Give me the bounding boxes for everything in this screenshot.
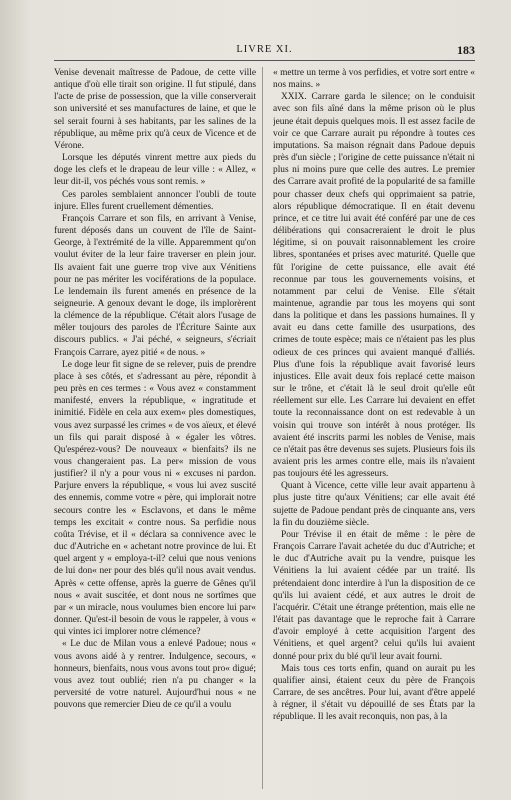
paragraph: XXIX. Carrare garda le silence; on le conduisit avec son fils aîné dans la même prison où le plus jeune était depuis quelques mois. Il est assez facile de voir ce que Carrare aurait pu répondre à toutes ces imputations. Sa maison régnait dans Padoue depuis près d'un siècle ; l'origine de cette puissance n'était ni plus ni moins pure que celle des autres. Le premier des Carrare avait profité de la popularité de sa famille pour chasser deux chefs qui opprimaient sa patrie, alors république démocratique. Il en était devenu prince, et ce titre lui avait été conféré par une de ces délibérations qui consacreraient le droit le plus légitime, si on pouvait raisonnablement les croire libres, spontanées et prises avec maturité. Quelle que fût l'origine de cette puissance, elle avait été reconnue par tous les gouvernements voisins, et notamment par celui de Venise. Elle s'était maintenue, agrandie par tous les moyens qui sont dans la politique et dans les passions humaines. Il y avait eu dans cette famille des usurpations, des crimes de toute espèce; mais ce n'étaient pas les plus odieux de ces princes qui avaient manqué d'alliés. Plus d'une fois la république avait favorisé leurs injustices. Elle avait deux fois replacé cette maison sur le trône, et c'était là le seul droit qu'elle eût réellement sur elle. Les Carrare lui devaient en effet toute la reconnaissance dont on est redevable à un voisin qui trouve son intérêt à nous protéger. Ils avaient été inscrits parmi les nobles de Venise, mais ce n'était pas être devenus ses sujets. Plusieurs fois ils avaient pris les armes contre elle, mais ils n'avaient pas toujours été les agresseurs. — [273, 92, 475, 480]
page-number: 183 — [457, 43, 475, 57]
left-column — [54, 67, 263, 789]
paragraph: Pour Trévise il en était de même : le père de François Carrare l'avait achetée du duc d'Autriche; et le duc d'Autriche avait pu la vendre, puisque les Vénitiens la lui avaient cédée par un traité. Ils prétendaient donc interdire à l'un la disposition de ce qu'ils lui avaient cédé, et aux autres le droit de l'acquérir. C'était une étrange prétention, mais elle ne l'était pas davantage que le reproche fait à Carrare d'avoir employé à cette acquisition l'argent des Vénitiens, et quel argent? celui qu'ils lui avaient donné pour prix du blé qu'il leur avait fourni. — [273, 529, 475, 662]
paragraph: Le doge leur fit signe de se relever, puis de prendre place à ses côtés, et s'adressant au père, répondit à peu près en ces termes : « Vous avez « constamment manifesté, envers la république, « ingratitude et inimitié. Fidèle en cela aux exem« ples domestiques, vous avez surpassé les crimes « de vos aïeux, et élevé un fils qui parait disposé à « égaler les vôtres. Qu'espérez-vous? De nouveaux « bienfaits? ils ne vous changeraient pas. La per« mission de vous justifier? il n'y a pour vous ni « excuses ni pardon. Parjure envers la république, « vous lui avez suscité des ennemis, comme votre « père, qui implorait notre secours contre les « Esclavons, et dans le même temps les excitait « contre nous. Sa perfidie nous coûta Trévise, et il « déclara sa connivence avec le duc d'Autriche en « achetant notre province de lui. Et quel argent y « employa-t-il? celui que nous venions de lui don« ner pour des blés qu'il nous avait vendus. Après « cette offense, après la guerre de Gênes qu'il nous « avait suscitée, et dont nous ne sortîmes que par « un miracle, nous voulumes bien encore lui par« donner. Qu'est-il besoin de vous le rappeler, à vous « qui vintes ici implorer notre clémence? — [54, 359, 256, 638]
paragraph: Venise devenait maîtresse de Padoue, de cette ville antique d'où elle tirait son origine. Il fut stipulé, dans l'acte de prise de possession, que la ville conserverait son université et ses manufactures de laine, et que le sel serait fourni à ses habitants, par les salines de la république, au même prix qu'à ceux de Vicence et de Vérone. — [54, 68, 256, 151]
page-header — [54, 44, 475, 61]
running-title: LIVRE XI. — [236, 44, 293, 55]
paragraph: Quant à Vicence, cette ville leur avait appartenu à plus juste titre qu'aux Vénitiens; car elle avait été sujette de Padoue pendant près de cinquante ans, vers la fin du douzième siècle. — [273, 481, 475, 528]
paragraph: « mettre un terme à vos perfidies, et votre sort entre « nos mains. » — [273, 68, 475, 91]
text-columns — [54, 67, 475, 789]
paragraph: Ces paroles semblaient annoncer l'oubli de toute injure. Elles furent cruellement démenties. — [54, 189, 256, 212]
paragraph: François Carrare et son fils, en arrivant à Venise, furent déposés dans un couvent de l'île de Saint-George, à l'extrémité de la ville. Apparemment qu'on voulut éviter de la leur faire traverser en plein jour. Ils avaient fait une guerre trop vive aux Vénitiens pour ne pas mériter les vociférations de la populace. Le lendemain ils furent amenés en présence de la seigneurie. A genoux devant le doge, ils implorèrent la clémence de la république. C'était alors l'usage de mêler toujours des paroles de l'Écriture Sainte aux discours publics. « J'ai péché, « seigneurs, s'écriait François Carrare, ayez pitié « de nous. » — [54, 213, 256, 358]
right-column — [273, 67, 475, 789]
paragraph: Lorsque les députés vinrent mettre aux pieds du doge les clefs et le drapeau de leur ville : « Allez, « leur dit-il, vos péchés vous sont remis. » — [54, 153, 256, 188]
paragraph: Mais tous ces torts enfin, quand on aurait pu les qualifier ainsi, étaient ceux du père de François Carrare, de ses ancêtres. Pour lui, avant d'être appelé à régner, il s'était vu dépouillé de ses États par la république. Il les avait reconquis, non pas, à la — [273, 663, 475, 723]
paragraph: « Le duc de Milan vous a enlevé Padoue; nous « vous avons aidé à y rentrer. Indulgence, secours, « honneurs, bienfaits, nous vous avons tout pro« digué; vous avez tout oublié; rien n'a pu changer « la perversité de votre naturel. Aujourd'hui nous « ne pouvons que remercier Dieu de ce qu'il a voulu — [54, 639, 256, 711]
